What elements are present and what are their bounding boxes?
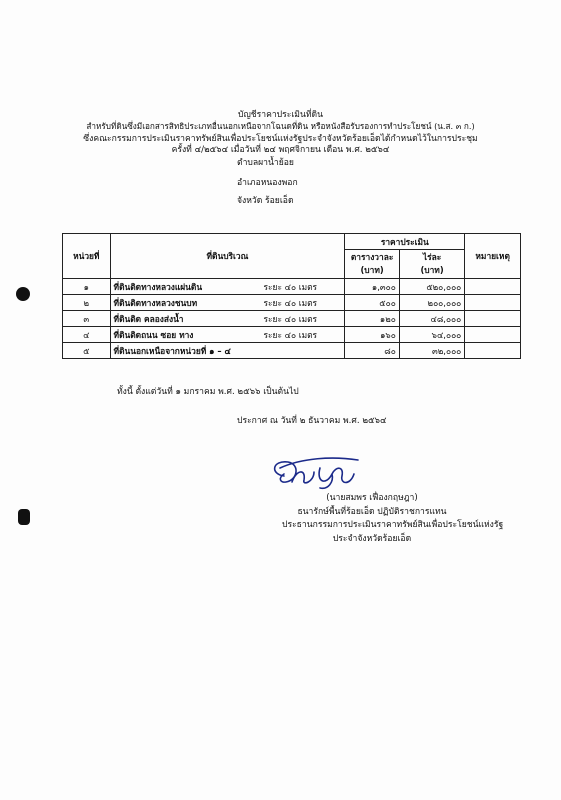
- table-row: [63, 343, 521, 359]
- table-row: [63, 327, 521, 343]
- row-no: ๓: [63, 311, 111, 327]
- row-price-sqw: ๑,๓๐๐: [345, 279, 399, 295]
- doc-title: บัญชีราคาประเมินที่ดิน: [238, 110, 323, 120]
- col-header-note: หมายเหตุ: [465, 234, 521, 279]
- col-header-no: หน่วยที่: [63, 234, 111, 279]
- row-price-rai: ๔๘,๐๐๐: [399, 311, 464, 327]
- signer-role-3: ประจำจังหวัดร้อยเอ็ด: [332, 533, 412, 544]
- row-price-sqw: ๑๒๐: [345, 311, 399, 327]
- row-price-sqw: ๕๐๐: [345, 295, 399, 311]
- row-land: [110, 295, 345, 311]
- signature-block: [282, 492, 504, 546]
- row-land: [110, 279, 345, 295]
- col-header-sqw: [345, 250, 399, 279]
- row-no: ๑: [63, 279, 111, 295]
- row-no: ๒: [63, 295, 111, 311]
- row-note: [465, 327, 521, 343]
- row-note: [465, 295, 521, 311]
- province-label: จังหวัด ร้อยเอ็ด: [237, 196, 294, 206]
- row-price-rai: ๓๒,๐๐๐: [399, 343, 464, 359]
- row-price-sqw: ๘๐: [345, 343, 399, 359]
- row-land: [110, 327, 345, 343]
- col-header-sqw-label: ตารางวาละ: [350, 252, 394, 262]
- row-note: [465, 311, 521, 327]
- effective-date: ทั้งนี้ ตั้งแต่วันที่ ๑ มกราคม พ.ศ. ๒๕๖๖ เป็นต้นไป: [117, 387, 299, 397]
- land-distance: ระยะ ๔๐ เมตร: [263, 297, 318, 308]
- price-table: [62, 233, 521, 359]
- col-header-rai: [399, 250, 464, 279]
- row-no: ๕: [63, 343, 111, 359]
- row-price-rai: ๖๔,๐๐๐: [399, 327, 464, 343]
- signature-image: [262, 452, 372, 492]
- land-name: ที่ดินติด คลองส่งน้ำ: [113, 313, 184, 324]
- punch-hole: [16, 287, 30, 301]
- land-name: ที่ดินนอกเหนือจากหน่วยที่ ๑ – ๔: [113, 345, 231, 356]
- punch-hole: [18, 509, 30, 525]
- land-name: ที่ดินติดทางหลวงแผ่นดิน: [113, 281, 203, 292]
- table-row: [63, 279, 521, 295]
- row-price-sqw: ๑๖๐: [345, 327, 399, 343]
- land-distance: ระยะ ๔๐ เมตร: [263, 313, 318, 324]
- table-row: [63, 311, 521, 327]
- row-note: [465, 279, 521, 295]
- doc-subtitle-3: ครั้งที่ ๔/๒๕๖๔ เมื่อวันที่ ๒๔ พฤศจิกายน เดือน พ.ศ. ๒๕๖๔: [171, 145, 390, 155]
- doc-subtitle-1: สำหรับที่ดินซึ่งมีเอกสารสิทธิประเภทอื่นนอกเหนือจากโฉนดที่ดิน หรือหนังสือรับรองการทำประโยชน์ (น.ส. ๓ ก.): [86, 121, 475, 131]
- row-price-rai: ๒๐๐,๐๐๐: [399, 295, 464, 311]
- row-land: [110, 311, 345, 327]
- col-header-sqw-unit: (บาท): [360, 265, 384, 275]
- col-header-price: ราคาประเมิน: [345, 234, 465, 250]
- land-name: ที่ดินติดทางหลวงชนบท: [113, 297, 198, 308]
- col-header-rai-unit: (บาท): [420, 265, 444, 275]
- row-price-rai: ๕๒๐,๐๐๐: [399, 279, 464, 295]
- district-label: อำเภอหนองพอก: [237, 178, 298, 188]
- signer-role-1: ธนารักษ์พื้นที่ร้อยเอ็ด ปฏิบัติราชการแทน: [297, 506, 447, 517]
- land-distance: ระยะ ๔๐ เมตร: [263, 329, 318, 340]
- signer-name: (นายสมพร เฟื่องกฤษฎา): [326, 493, 418, 503]
- col-header-land: ที่ดินบริเวณ: [110, 234, 345, 279]
- land-name: ที่ดินติดถนน ซอย ทาง: [113, 329, 194, 340]
- row-note: [465, 343, 521, 359]
- signer-role-2: ประธานกรรมการประเมินราคาทรัพย์สินเพื่อประโยชน์แห่งรัฐ: [282, 520, 504, 530]
- table-row: [63, 295, 521, 311]
- subdistrict-label: ตำบลผาน้ำย้อย: [237, 158, 294, 168]
- announce-date: ประกาศ ณ วันที่ ๒ ธันวาคม พ.ศ. ๒๕๖๔: [237, 416, 387, 426]
- row-no: ๔: [63, 327, 111, 343]
- land-distance: ระยะ ๔๐ เมตร: [263, 281, 318, 292]
- col-header-rai-label: ไร่ละ: [422, 252, 442, 262]
- doc-subtitle-2: ซึ่งคณะกรรมการประเมินราคาทรัพย์สินเพื่อประโยชน์แห่งรัฐประจำจังหวัดร้อยเอ็ดได้กำหนดไว้ในการประชุม: [83, 134, 478, 144]
- row-land: [110, 343, 345, 359]
